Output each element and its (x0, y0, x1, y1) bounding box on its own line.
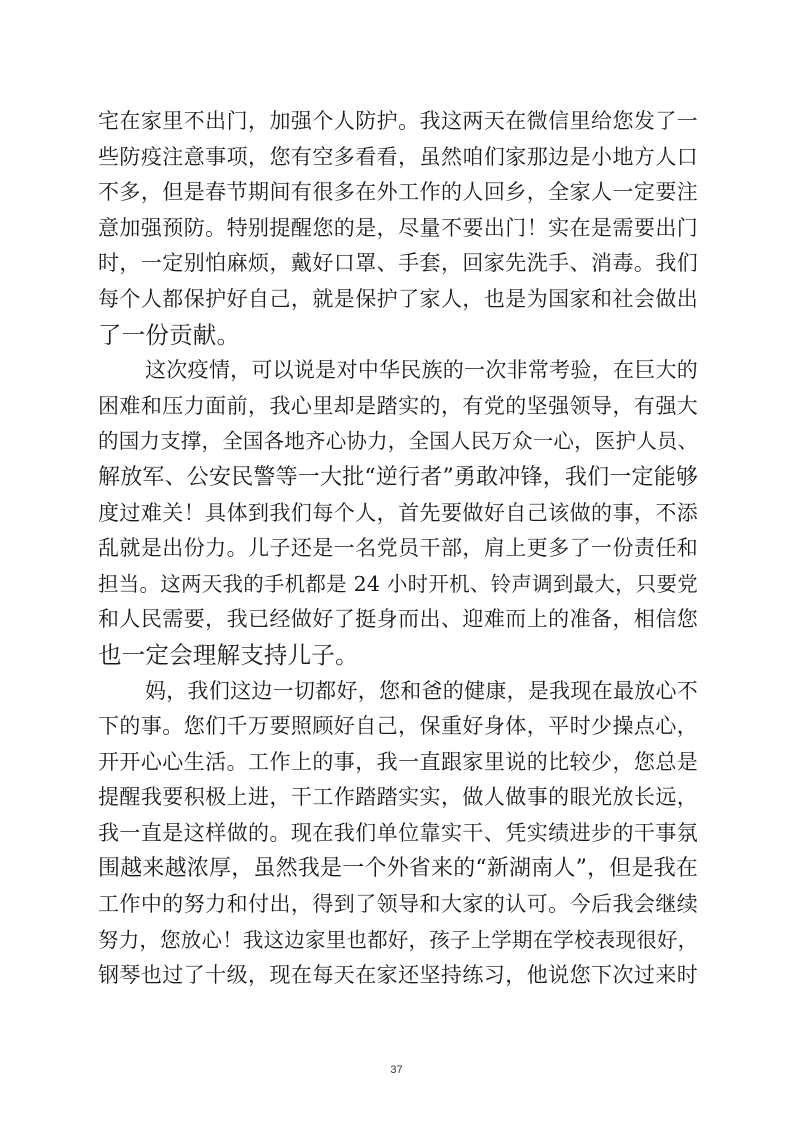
paragraph-1 (98, 104, 698, 353)
text-line: 的国力支撑，全国各地齐心协力，全国人民万众一心，医护人员、 (98, 429, 699, 454)
text-line: 开开心心生活。工作上的事，我一直跟家里说的比较少，您总是 (98, 749, 698, 774)
text-line: 时，一定别怕麻烦，戴好口罩、手套，回家先洗手、消毒。我们 (98, 251, 698, 276)
text-line: 工作中的努力和付出，得到了领导和大家的认可。今后我会继续 (98, 892, 698, 917)
text-line: 些防疫注意事项，您有空多看看，虽然咱们家那边是小地方人口 (98, 144, 698, 169)
text-line: 困难和压力面前，我心里却是踏实的，有党的坚强领导，有强大 (98, 393, 698, 418)
text-line: 每个人都保护好自己，就是保护了家人，也是为国家和社会做出 (98, 286, 698, 311)
text-line: 妈，我们这边一切都好，您和爸的健康，是我现在最放心不 (145, 678, 698, 703)
text-line: 我一直是这样做的。现在我们单位靠实干、凭实绩进步的干事氛 (98, 820, 698, 845)
body-text (98, 104, 698, 994)
text-line: 也一定会理解支持儿子。 (98, 640, 359, 669)
text-line: 努力，您放心！我这边家里也都好，孩子上学期在学校表现很好， (98, 927, 699, 952)
text-line: 围越来越浓厚，虽然我是一个外省来的“新湖南人”，但是我在 (98, 856, 699, 882)
text-line: 担当。这两天我的手机都是 24 小时开机、铃声调到最大，只要党 (98, 571, 698, 596)
text-line: 度过难关！具体到我们每个人，首先要做好自己该做的事，不添 (98, 500, 698, 525)
page-number: 37 (390, 1064, 403, 1076)
text-line: 下的事。您们千万要照顾好自己，保重好身体，平时少操点心， (98, 714, 698, 739)
text-line: 不多，但是春节期间有很多在外工作的人回乡，全家人一定要注 (98, 180, 698, 205)
text-line: 意加强预防。特别提醒您的是，尽量不要出门！实在是需要出门 (98, 215, 698, 240)
text-line: 乱就是出份力。儿子还是一名党员干部，肩上更多了一份责任和 (98, 536, 698, 561)
text-line: 解放军、公安民警等一大批“逆行者”勇敢冲锋，我们一定能够 (98, 464, 699, 490)
text-line: 提醒我要积极上进，干工作踏踏实实，做人做事的眼光放长远， (98, 785, 698, 810)
text-line: 这次疫情，可以说是对中华民族的一次非常考验，在巨大的 (145, 358, 698, 383)
paragraph-2 (98, 353, 698, 673)
paragraph-3 (98, 674, 698, 994)
text-line: 钢琴也过了十级，现在每天在家还坚持练习，他说您下次过来时 (98, 963, 698, 988)
text-line: 宅在家里不出门，加强个人防护。我这两天在微信里给您发了一 (98, 109, 698, 133)
text-line: 了一份贡献。 (98, 320, 241, 349)
text-line: 和人民需要，我已经做好了挺身而出、迎难而上的准备，相信您 (98, 607, 698, 632)
